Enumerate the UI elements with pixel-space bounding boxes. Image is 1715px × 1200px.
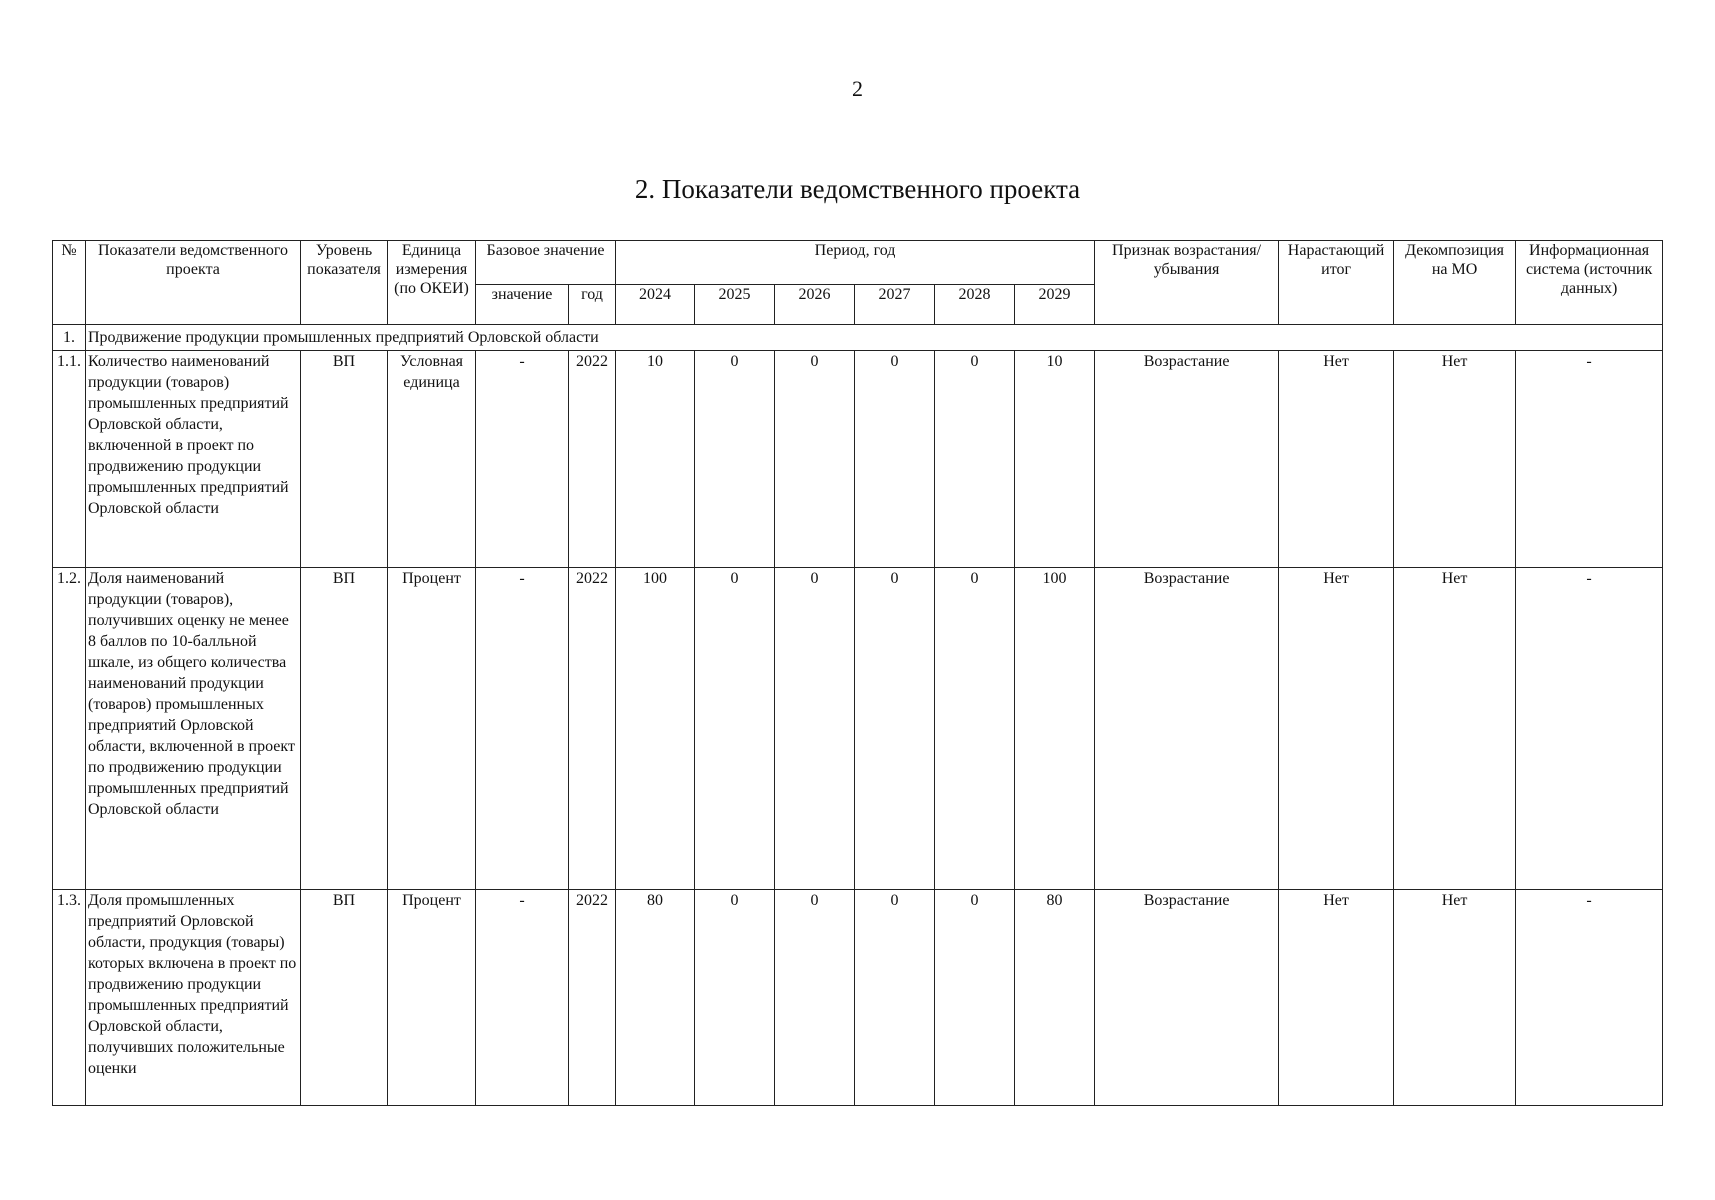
row-cumulative: Нет	[1279, 351, 1394, 568]
row-year-2025: 0	[695, 351, 775, 568]
row-unit: Условная единица	[388, 351, 476, 568]
header-indicator: Показатели ведомственного проекта	[86, 241, 301, 325]
header-base-value: значение	[476, 285, 569, 325]
row-year-2025: 0	[695, 568, 775, 890]
row-year-2024: 100	[616, 568, 695, 890]
row-num: 1.1.	[53, 351, 86, 568]
section-row	[53, 325, 1663, 351]
page-number: 2	[852, 76, 863, 101]
row-unit: Процент	[388, 568, 476, 890]
header-year-2026: 2026	[775, 285, 855, 325]
row-level: ВП	[301, 890, 388, 1106]
header-year-2029: 2029	[1015, 285, 1095, 325]
header-year-2027: 2027	[855, 285, 935, 325]
row-year-2027: 0	[855, 568, 935, 890]
row-decomposition: Нет	[1394, 351, 1516, 568]
header-year-2025: 2025	[695, 285, 775, 325]
table-row	[53, 568, 1663, 890]
row-year-2024: 10	[616, 351, 695, 568]
row-num: 1.2.	[53, 568, 86, 890]
header-num: №	[53, 241, 86, 325]
row-year-2027: 0	[855, 351, 935, 568]
row-info-system: -	[1516, 351, 1663, 568]
table-row	[53, 890, 1663, 1106]
row-base-value: -	[476, 568, 569, 890]
row-year-2029: 100	[1015, 568, 1095, 890]
row-year-2029: 80	[1015, 890, 1095, 1106]
header-period: Период, год	[616, 241, 1095, 285]
row-decomposition: Нет	[1394, 568, 1516, 890]
header-unit: Единица измерения (по ОКЕИ)	[388, 241, 476, 325]
row-cumulative: Нет	[1279, 890, 1394, 1106]
section-num: 1.	[53, 325, 86, 351]
indicators-table	[52, 240, 1663, 1106]
header-decomposition: Декомпозиция на МО	[1394, 241, 1516, 325]
row-year-2028: 0	[935, 351, 1015, 568]
row-level: ВП	[301, 351, 388, 568]
row-info-system: -	[1516, 568, 1663, 890]
section-title: 2. Показатели ведомственного проекта	[634, 174, 1081, 204]
header-info-system: Информационная система (источник данных)	[1516, 241, 1663, 325]
header-base-year: год	[569, 285, 616, 325]
header-year-2028: 2028	[935, 285, 1015, 325]
row-year-2028: 0	[935, 568, 1015, 890]
row-trend: Возрастание	[1095, 890, 1279, 1106]
row-base-value: -	[476, 351, 569, 568]
row-year-2025: 0	[695, 890, 775, 1106]
row-base-value: -	[476, 890, 569, 1106]
row-base-year: 2022	[569, 351, 616, 568]
row-year-2029: 10	[1015, 351, 1095, 568]
row-base-year: 2022	[569, 890, 616, 1106]
row-indicator: Доля промышленных предприятий Орловской области, продукция (товары) которых включена в проект по продвижению продукции промышленных предприятий Орловской области, получивших положительные оценки	[86, 890, 301, 1106]
row-indicator: Количество наименований продукции (товаров) промышленных предприятий Орловской области, включенной в проект по продвижению продукции промышленных предприятий Орловской области	[86, 351, 301, 568]
row-trend: Возрастание	[1095, 351, 1279, 568]
row-year-2026: 0	[775, 568, 855, 890]
row-year-2026: 0	[775, 890, 855, 1106]
header-base: Базовое значение	[476, 241, 616, 285]
table-row	[53, 351, 1663, 568]
row-trend: Возрастание	[1095, 568, 1279, 890]
row-base-year: 2022	[569, 568, 616, 890]
row-cumulative: Нет	[1279, 568, 1394, 890]
header-cumulative: Нарастающий итог	[1279, 241, 1394, 325]
row-level: ВП	[301, 568, 388, 890]
row-info-system: -	[1516, 890, 1663, 1106]
row-decomposition: Нет	[1394, 890, 1516, 1106]
row-year-2026: 0	[775, 351, 855, 568]
row-year-2028: 0	[935, 890, 1015, 1106]
header-level: Уровень показателя	[301, 241, 388, 325]
row-year-2024: 80	[616, 890, 695, 1106]
row-num: 1.3.	[53, 890, 86, 1106]
header-year-2024: 2024	[616, 285, 695, 325]
header-trend: Признак возрастания/убывания	[1095, 241, 1279, 325]
row-indicator: Доля наименований продукции (товаров), получивших оценку не менее 8 баллов по 10-балльной шкале, из общего количества наименований продукции (товаров) промышленных предприятий Орловской области, включенной в проект по продвижению продукции промышленных предприятий Орловской области	[86, 568, 301, 890]
row-year-2027: 0	[855, 890, 935, 1106]
section-title-cell: Продвижение продукции промышленных предприятий Орловской области	[86, 325, 1663, 351]
row-unit: Процент	[388, 890, 476, 1106]
